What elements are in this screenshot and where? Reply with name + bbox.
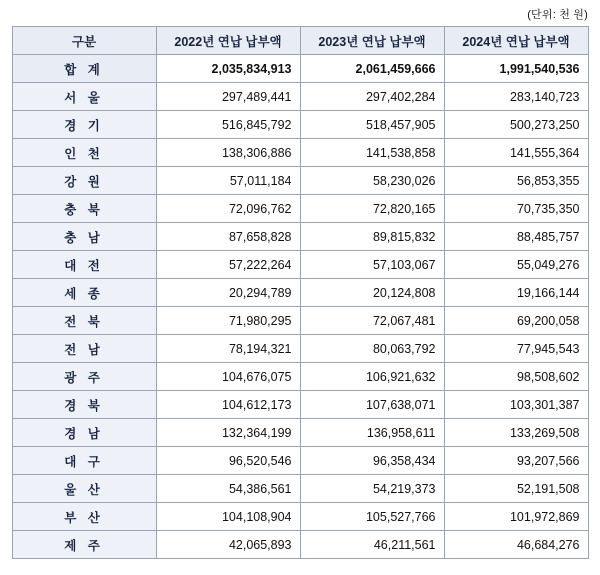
value-cell: 133,269,508 (444, 419, 588, 447)
value-cell: 132,364,199 (156, 419, 300, 447)
column-header-2023: 2023년 연납 납부액 (300, 27, 444, 55)
table-row (12, 223, 588, 251)
table-row (12, 83, 588, 111)
region-cell: 인 천 (12, 139, 156, 167)
region-cell: 경 북 (12, 391, 156, 419)
value-cell: 2,061,459,666 (300, 55, 444, 83)
value-cell: 55,049,276 (444, 251, 588, 279)
value-cell: 69,200,058 (444, 307, 588, 335)
value-cell: 93,207,566 (444, 447, 588, 475)
table-row (12, 251, 588, 279)
value-cell: 297,489,441 (156, 83, 300, 111)
value-cell: 104,676,075 (156, 363, 300, 391)
value-cell: 89,815,832 (300, 223, 444, 251)
region-cell: 부 산 (12, 503, 156, 531)
value-cell: 500,273,250 (444, 111, 588, 139)
value-cell: 57,011,184 (156, 167, 300, 195)
value-cell: 20,294,789 (156, 279, 300, 307)
value-cell: 141,538,858 (300, 139, 444, 167)
region-cell: 제 주 (12, 531, 156, 559)
region-cell: 경 기 (12, 111, 156, 139)
value-cell: 77,945,543 (444, 335, 588, 363)
table-row (12, 391, 588, 419)
table-body (12, 55, 588, 559)
value-cell: 70,735,350 (444, 195, 588, 223)
value-cell: 297,402,284 (300, 83, 444, 111)
region-cell: 대 전 (12, 251, 156, 279)
value-cell: 57,103,067 (300, 251, 444, 279)
value-cell: 19,166,144 (444, 279, 588, 307)
value-cell: 88,485,757 (444, 223, 588, 251)
value-cell: 104,108,904 (156, 503, 300, 531)
region-cell: 서 울 (12, 83, 156, 111)
value-cell: 516,845,792 (156, 111, 300, 139)
value-cell: 283,140,723 (444, 83, 588, 111)
table-row (12, 531, 588, 559)
column-header-region: 구분 (12, 27, 156, 55)
value-cell: 54,386,561 (156, 475, 300, 503)
value-cell: 57,222,264 (156, 251, 300, 279)
value-cell: 56,853,355 (444, 167, 588, 195)
value-cell: 104,612,173 (156, 391, 300, 419)
region-cell: 충 북 (12, 195, 156, 223)
table-row (12, 195, 588, 223)
value-cell: 107,638,071 (300, 391, 444, 419)
value-cell: 103,301,387 (444, 391, 588, 419)
value-cell: 42,065,893 (156, 531, 300, 559)
table-header (12, 27, 588, 55)
value-cell: 101,972,869 (444, 503, 588, 531)
region-cell: 충 남 (12, 223, 156, 251)
value-cell: 141,555,364 (444, 139, 588, 167)
value-cell: 2,035,834,913 (156, 55, 300, 83)
table-row (12, 307, 588, 335)
region-cell: 전 북 (12, 307, 156, 335)
table-row (12, 279, 588, 307)
table-row (12, 335, 588, 363)
value-cell: 72,067,481 (300, 307, 444, 335)
region-cell: 대 구 (12, 447, 156, 475)
table-row (12, 111, 588, 139)
value-cell: 80,063,792 (300, 335, 444, 363)
region-cell: 합 계 (12, 55, 156, 83)
table-row (12, 363, 588, 391)
region-cell: 광 주 (12, 363, 156, 391)
region-cell: 경 남 (12, 419, 156, 447)
value-cell: 72,096,762 (156, 195, 300, 223)
value-cell: 105,527,766 (300, 503, 444, 531)
value-cell: 518,457,905 (300, 111, 444, 139)
region-cell: 전 남 (12, 335, 156, 363)
value-cell: 71,980,295 (156, 307, 300, 335)
table-row (12, 503, 588, 531)
value-cell: 96,520,546 (156, 447, 300, 475)
value-cell: 58,230,026 (300, 167, 444, 195)
value-cell: 98,508,602 (444, 363, 588, 391)
table-row (12, 475, 588, 503)
column-header-2024: 2024년 연납 납부액 (444, 27, 588, 55)
value-cell: 138,306,886 (156, 139, 300, 167)
value-cell: 54,219,373 (300, 475, 444, 503)
region-cell: 강 원 (12, 167, 156, 195)
table-row (12, 167, 588, 195)
value-cell: 20,124,808 (300, 279, 444, 307)
region-cell: 세 종 (12, 279, 156, 307)
value-cell: 78,194,321 (156, 335, 300, 363)
value-cell: 87,658,828 (156, 223, 300, 251)
table-row (12, 447, 588, 475)
table-header-row (12, 27, 588, 55)
value-cell: 46,684,276 (444, 531, 588, 559)
value-cell: 46,211,561 (300, 531, 444, 559)
value-cell: 1,991,540,536 (444, 55, 588, 83)
value-cell: 106,921,632 (300, 363, 444, 391)
annual-prepayment-table (12, 26, 589, 559)
value-cell: 136,958,611 (300, 419, 444, 447)
table-row (12, 419, 588, 447)
value-cell: 96,358,434 (300, 447, 444, 475)
unit-note: (단위: 천 원) (527, 9, 588, 21)
value-cell: 72,820,165 (300, 195, 444, 223)
region-cell: 울 산 (12, 475, 156, 503)
value-cell: 52,191,508 (444, 475, 588, 503)
table-row (12, 139, 588, 167)
table-row (12, 55, 588, 83)
column-header-2022: 2022년 연납 납부액 (156, 27, 300, 55)
